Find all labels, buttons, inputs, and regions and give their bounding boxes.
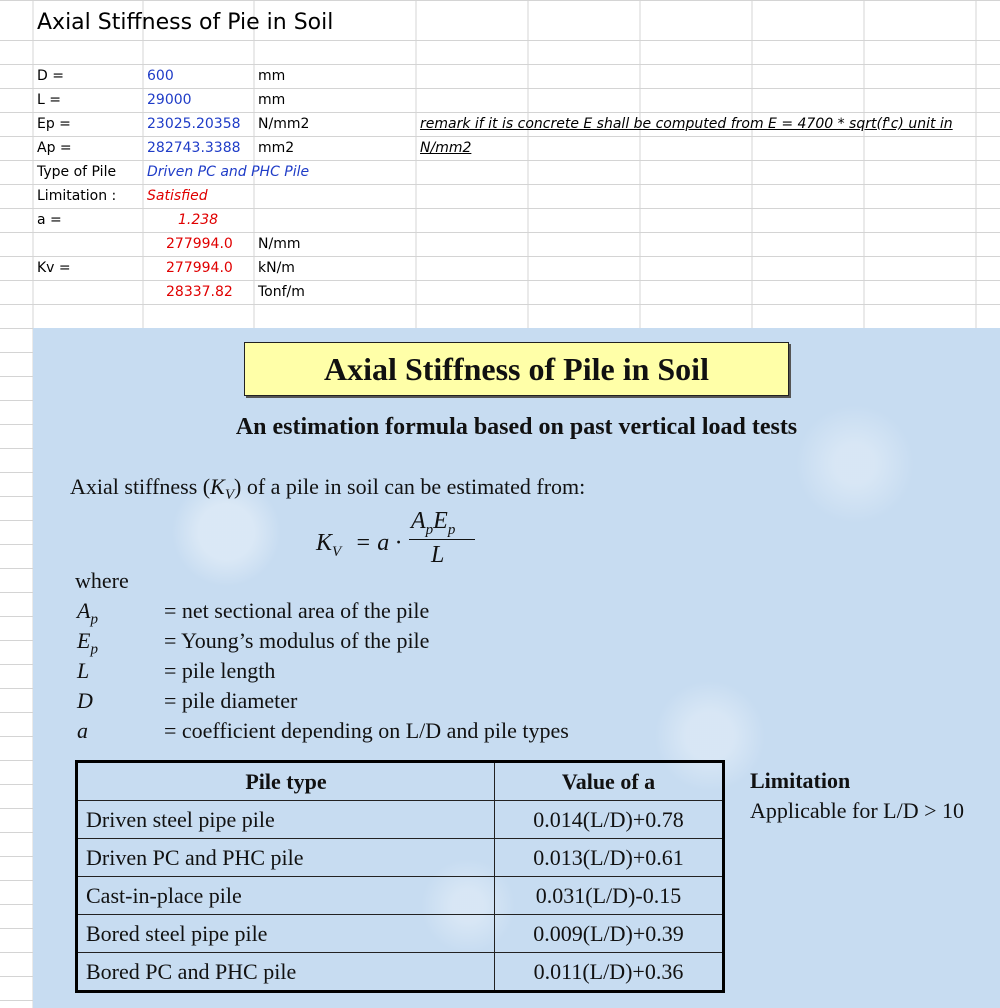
value-limitation[interactable]: Satisfied <box>147 188 208 204</box>
def-text: = pile length <box>164 658 276 683</box>
figure-subtitle: An estimation formula based on past vertical load tests <box>235 414 798 440</box>
where-label: where <box>75 568 129 593</box>
table-header: Value of a <box>495 762 724 801</box>
table-cell-pile-type: Bored steel pipe pile <box>77 915 495 953</box>
table-cell-pile-type: Cast-in-place pile <box>77 877 495 915</box>
formula-lhs-sub: V <box>332 543 342 560</box>
unit-kv-tonf[interactable]: Tonf/m <box>258 284 305 300</box>
label-ep[interactable]: Ep = <box>37 116 71 132</box>
value-ep[interactable]: 23025.20358 <box>147 116 241 132</box>
value-kv-nmm[interactable]: 277994.0 <box>166 236 233 252</box>
unit-l[interactable]: mm <box>258 92 286 108</box>
table-row <box>77 801 724 839</box>
value-d[interactable]: 600 <box>147 68 174 84</box>
table-cell-pile-type: Driven steel pipe pile <box>77 801 495 839</box>
unit-d[interactable]: mm <box>258 68 286 84</box>
formula-lhs: K <box>316 530 333 556</box>
sheet-title[interactable]: Axial Stiffness of Pie in Soil <box>37 10 334 35</box>
def-symbol: $E_p$ <box>77 628 98 658</box>
table-cell-value: 0.011(L/D)+0.36 <box>495 953 724 992</box>
label-pile-type[interactable]: Type of Pile <box>37 164 117 180</box>
def-text: = pile diameter <box>164 688 298 713</box>
formula-num-a: A <box>411 508 426 534</box>
figure-intro <box>70 474 585 504</box>
def-symbol: $A_p$ <box>77 598 98 628</box>
table-cell-value: 0.031(L/D)-0.15 <box>495 877 724 915</box>
label-l[interactable]: L = <box>37 92 61 108</box>
unit-kv-knm[interactable]: kN/m <box>258 260 295 276</box>
remark-line-2[interactable]: N/mm2 <box>420 140 472 156</box>
label-a[interactable]: a = <box>37 212 62 228</box>
intro-symbol-sub: V <box>224 487 234 504</box>
def-text: = coefficient depending on L/D and pile types <box>164 718 569 743</box>
intro-suffix: ) of a pile in soil can be estimated from: <box>234 474 586 499</box>
formula-num-e-sub: p <box>447 521 456 538</box>
table-cell-value: 0.013(L/D)+0.61 <box>495 839 724 877</box>
formula-numerator <box>411 508 455 539</box>
table-row <box>77 915 724 953</box>
formula-num-a-sub: p <box>425 521 434 538</box>
label-d[interactable]: D = <box>37 68 64 84</box>
table-cell-pile-type: Driven PC and PHC pile <box>77 839 495 877</box>
label-limitation[interactable]: Limitation : <box>37 188 117 204</box>
formula-denominator: L <box>431 542 445 568</box>
intro-symbol: K <box>210 474 225 499</box>
reference-image[interactable] <box>33 328 1000 1008</box>
figure-title: Axial Stiffness of Pile in Soil <box>244 342 789 396</box>
value-a[interactable]: 1.238 <box>178 212 219 228</box>
pile-coefficient-table <box>75 760 725 993</box>
value-kv-knm[interactable]: 277994.0 <box>166 260 233 276</box>
table-cell-pile-type: Bored PC and PHC pile <box>77 953 495 992</box>
table-header-row <box>77 762 724 801</box>
unit-ap[interactable]: mm2 <box>258 140 295 156</box>
formula-num-e: E <box>433 508 448 534</box>
remark-line-1[interactable]: remark if it is concrete E shall be computed from E = 4700 * sqrt(f'c) unit in <box>420 116 953 132</box>
unit-ep[interactable]: N/mm2 <box>258 116 310 132</box>
table-row <box>77 877 724 915</box>
def-symbol: a <box>77 718 88 743</box>
fraction-bar <box>409 539 475 540</box>
table-cell-value: 0.014(L/D)+0.78 <box>495 801 724 839</box>
limitation-heading: Limitation <box>750 768 851 793</box>
value-pile-type[interactable]: Driven PC and PHC Pile <box>147 164 310 180</box>
table-cell-value: 0.009(L/D)+0.39 <box>495 915 724 953</box>
label-kv[interactable]: Kv = <box>37 260 71 276</box>
formula-eq: = a · <box>349 530 408 556</box>
value-ap[interactable]: 282743.3388 <box>147 140 241 156</box>
intro-prefix: Axial stiffness ( <box>70 474 211 499</box>
table-row <box>77 953 724 992</box>
unit-kv-nmm[interactable]: N/mm <box>258 236 301 252</box>
label-ap[interactable]: Ap = <box>37 140 72 156</box>
value-kv-tonf[interactable]: 28337.82 <box>166 284 233 300</box>
def-text: = net sectional area of the pile <box>164 598 430 623</box>
table-header: Pile type <box>77 762 495 801</box>
table-row <box>77 839 724 877</box>
value-l[interactable]: 29000 <box>147 92 192 108</box>
def-text: = Young’s modulus of the pile <box>164 628 430 653</box>
def-symbol: L <box>77 658 90 683</box>
limitation-text: Applicable for L/D > 10 <box>750 798 965 823</box>
def-symbol: D <box>77 688 93 713</box>
